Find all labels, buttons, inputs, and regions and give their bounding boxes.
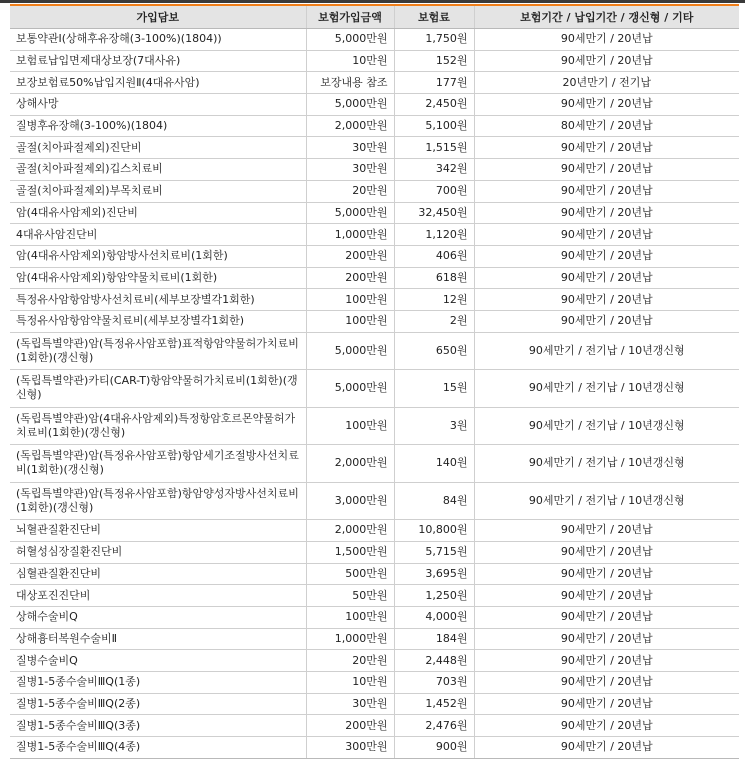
amount-cell: 30만원 <box>306 693 394 715</box>
coverage-name-cell: 질병후유장해(3-100%)(1804) <box>10 115 306 137</box>
table-row <box>10 245 739 267</box>
table-row <box>10 563 739 585</box>
premium-cell: 406원 <box>394 245 474 267</box>
coverage-name-cell: 질병1-5종수술비ⅢQ(2종) <box>10 693 306 715</box>
period-cell: 90세만기 / 전기납 / 10년갱신형 <box>474 482 739 520</box>
period-cell: 90세만기 / 20년납 <box>474 541 739 563</box>
period-cell: 20년만기 / 전기납 <box>474 72 739 94</box>
amount-cell: 10만원 <box>306 50 394 72</box>
premium-cell: 15원 <box>394 370 474 408</box>
coverage-name-cell: 질병수술비Q <box>10 650 306 672</box>
coverage-name-cell: 뇌혈관질환진단비 <box>10 520 306 542</box>
table-row <box>10 159 739 181</box>
coverage-name-cell: 상해수술비Q <box>10 606 306 628</box>
premium-cell: 2,476원 <box>394 715 474 737</box>
premium-cell: 5,715원 <box>394 541 474 563</box>
table-row <box>10 520 739 542</box>
table-row <box>10 606 739 628</box>
amount-cell: 30만원 <box>306 137 394 159</box>
premium-cell: 1,515원 <box>394 137 474 159</box>
coverage-name-cell: (독립특별약관)암(특정유사암포함)항암세기조절방사선치료비(1회한)(갱신형) <box>10 445 306 483</box>
table-row <box>10 370 739 408</box>
premium-cell: 1,452원 <box>394 693 474 715</box>
amount-cell: 20만원 <box>306 650 394 672</box>
table-row <box>10 29 739 51</box>
coverage-name-cell: 질병1-5종수술비ⅢQ(3종) <box>10 715 306 737</box>
table-row <box>10 115 739 137</box>
premium-cell: 2,448원 <box>394 650 474 672</box>
header-period: 보험기간 / 납입기간 / 갱신형 / 기타 <box>474 5 739 29</box>
period-cell: 90세만기 / 전기납 / 10년갱신형 <box>474 407 739 445</box>
table-row <box>10 137 739 159</box>
premium-cell: 618원 <box>394 267 474 289</box>
amount-cell: 100만원 <box>306 606 394 628</box>
premium-cell: 3,695원 <box>394 563 474 585</box>
table-row <box>10 202 739 224</box>
period-cell: 90세만기 / 20년납 <box>474 289 739 311</box>
table-row <box>10 224 739 246</box>
period-cell: 90세만기 / 20년납 <box>474 520 739 542</box>
premium-cell: 900원 <box>394 737 474 759</box>
period-cell: 90세만기 / 전기납 / 10년갱신형 <box>474 370 739 408</box>
period-cell: 90세만기 / 20년납 <box>474 202 739 224</box>
amount-cell: 200만원 <box>306 245 394 267</box>
amount-cell: 30만원 <box>306 159 394 181</box>
table-row <box>10 445 739 483</box>
premium-cell: 2,450원 <box>394 94 474 116</box>
table-row <box>10 650 739 672</box>
premium-cell: 152원 <box>394 50 474 72</box>
period-cell: 90세만기 / 20년납 <box>474 180 739 202</box>
premium-cell: 1,250원 <box>394 585 474 607</box>
coverage-name-cell: 질병1-5종수술비ⅢQ(1종) <box>10 671 306 693</box>
table-header-row <box>10 5 739 29</box>
premium-cell: 650원 <box>394 332 474 370</box>
period-cell: 90세만기 / 20년납 <box>474 628 739 650</box>
table-row <box>10 737 739 759</box>
amount-cell: 2,000만원 <box>306 115 394 137</box>
header-premium: 보험료 <box>394 5 474 29</box>
period-cell: 90세만기 / 20년납 <box>474 606 739 628</box>
period-cell: 90세만기 / 전기납 / 10년갱신형 <box>474 445 739 483</box>
premium-cell: 4,000원 <box>394 606 474 628</box>
coverage-name-cell: 대상포진진단비 <box>10 585 306 607</box>
amount-cell: 500만원 <box>306 563 394 585</box>
coverage-name-cell: 상해사망 <box>10 94 306 116</box>
amount-cell: 100만원 <box>306 310 394 332</box>
table-row <box>10 94 739 116</box>
table-row <box>10 541 739 563</box>
period-cell: 90세만기 / 20년납 <box>474 310 739 332</box>
premium-cell: 1,750원 <box>394 29 474 51</box>
premium-cell: 12원 <box>394 289 474 311</box>
amount-cell: 100만원 <box>306 289 394 311</box>
coverage-name-cell: 골절(치아파절제외)진단비 <box>10 137 306 159</box>
premium-cell: 703원 <box>394 671 474 693</box>
amount-cell: 5,000만원 <box>306 29 394 51</box>
table-row <box>10 628 739 650</box>
amount-cell: 2,000만원 <box>306 445 394 483</box>
amount-cell: 1,500만원 <box>306 541 394 563</box>
table-row <box>10 267 739 289</box>
period-cell: 90세만기 / 20년납 <box>474 563 739 585</box>
amount-cell: 200만원 <box>306 715 394 737</box>
coverage-name-cell: 보장보험료50%납입지원Ⅱ(4대유사암) <box>10 72 306 94</box>
table-row <box>10 289 739 311</box>
header-coverage: 가입담보 <box>10 5 306 29</box>
table-row <box>10 72 739 94</box>
period-cell: 90세만기 / 20년납 <box>474 137 739 159</box>
period-cell: 90세만기 / 20년납 <box>474 671 739 693</box>
premium-cell: 2원 <box>394 310 474 332</box>
period-cell: 90세만기 / 20년납 <box>474 715 739 737</box>
table-row <box>10 50 739 72</box>
period-cell: 90세만기 / 전기납 / 10년갱신형 <box>474 332 739 370</box>
coverage-name-cell: 심혈관질환진단비 <box>10 563 306 585</box>
period-cell: 80세만기 / 20년납 <box>474 115 739 137</box>
amount-cell: 5,000만원 <box>306 94 394 116</box>
coverage-name-cell: 상해흉터복원수술비Ⅱ <box>10 628 306 650</box>
amount-cell: 5,000만원 <box>306 332 394 370</box>
period-cell: 90세만기 / 20년납 <box>474 693 739 715</box>
coverage-name-cell: (독립특별약관)카티(CAR-T)항암약물허가치료비(1회한)(갱신형) <box>10 370 306 408</box>
period-cell: 90세만기 / 20년납 <box>474 650 739 672</box>
premium-cell: 3원 <box>394 407 474 445</box>
table-row <box>10 693 739 715</box>
premium-cell: 84원 <box>394 482 474 520</box>
amount-cell: 50만원 <box>306 585 394 607</box>
table-row <box>10 310 739 332</box>
table-row <box>10 332 739 370</box>
premium-cell: 140원 <box>394 445 474 483</box>
table-row <box>10 407 739 445</box>
header-amount: 보험가입금액 <box>306 5 394 29</box>
premium-cell: 184원 <box>394 628 474 650</box>
premium-cell: 1,120원 <box>394 224 474 246</box>
period-cell: 90세만기 / 20년납 <box>474 267 739 289</box>
premium-cell: 32,450원 <box>394 202 474 224</box>
table-row <box>10 180 739 202</box>
period-cell: 90세만기 / 20년납 <box>474 245 739 267</box>
table-body <box>10 29 739 759</box>
amount-cell: 2,000만원 <box>306 520 394 542</box>
table-row <box>10 482 739 520</box>
premium-cell: 177원 <box>394 72 474 94</box>
table-row <box>10 671 739 693</box>
amount-cell: 1,000만원 <box>306 628 394 650</box>
amount-cell: 3,000만원 <box>306 482 394 520</box>
period-cell: 90세만기 / 20년납 <box>474 159 739 181</box>
premium-cell: 10,800원 <box>394 520 474 542</box>
amount-cell: 300만원 <box>306 737 394 759</box>
coverage-name-cell: (독립특별약관)암(4대유사암제외)특정항암호르몬약물허가치료비(1회한)(갱신형) <box>10 407 306 445</box>
coverage-name-cell: 질병1-5종수술비ⅢQ(4종) <box>10 737 306 759</box>
top-border <box>0 0 745 3</box>
period-cell: 90세만기 / 20년납 <box>474 224 739 246</box>
amount-cell: 10만원 <box>306 671 394 693</box>
coverage-name-cell: 암(4대유사암제외)항암방사선치료비(1회한) <box>10 245 306 267</box>
period-cell: 90세만기 / 20년납 <box>474 50 739 72</box>
coverage-name-cell: (독립특별약관)암(특정유사암포함)항암양성자방사선치료비(1회한)(갱신형) <box>10 482 306 520</box>
premium-cell: 342원 <box>394 159 474 181</box>
coverage-name-cell: 골절(치아파절제외)깁스치료비 <box>10 159 306 181</box>
coverage-name-cell: 암(4대유사암제외)진단비 <box>10 202 306 224</box>
coverage-name-cell: (독립특별약관)암(특정유사암포함)표적항암약물허가치료비(1회한)(갱신형) <box>10 332 306 370</box>
coverage-name-cell: 골절(치아파절제외)부목치료비 <box>10 180 306 202</box>
amount-cell: 보장내용 참조 <box>306 72 394 94</box>
coverage-name-cell: 허혈성심장질환진단비 <box>10 541 306 563</box>
amount-cell: 5,000만원 <box>306 370 394 408</box>
amount-cell: 20만원 <box>306 180 394 202</box>
period-cell: 90세만기 / 20년납 <box>474 737 739 759</box>
coverage-table <box>10 4 739 759</box>
amount-cell: 5,000만원 <box>306 202 394 224</box>
period-cell: 90세만기 / 20년납 <box>474 94 739 116</box>
amount-cell: 100만원 <box>306 407 394 445</box>
table-row <box>10 715 739 737</box>
coverage-name-cell: 암(4대유사암제외)항암약물치료비(1회한) <box>10 267 306 289</box>
coverage-name-cell: 특정유사암항암방사선치료비(세부보장별각1회한) <box>10 289 306 311</box>
amount-cell: 1,000만원 <box>306 224 394 246</box>
premium-cell: 5,100원 <box>394 115 474 137</box>
coverage-name-cell: 보통약관Ⅰ(상해후유장해(3-100%)(1804)) <box>10 29 306 51</box>
coverage-name-cell: 보험료납입면제대상보장(7대사유) <box>10 50 306 72</box>
coverage-name-cell: 4대유사암진단비 <box>10 224 306 246</box>
amount-cell: 200만원 <box>306 267 394 289</box>
premium-cell: 700원 <box>394 180 474 202</box>
period-cell: 90세만기 / 20년납 <box>474 29 739 51</box>
coverage-name-cell: 특정유사암항암약물치료비(세부보장별각1회한) <box>10 310 306 332</box>
table-row <box>10 585 739 607</box>
period-cell: 90세만기 / 20년납 <box>474 585 739 607</box>
